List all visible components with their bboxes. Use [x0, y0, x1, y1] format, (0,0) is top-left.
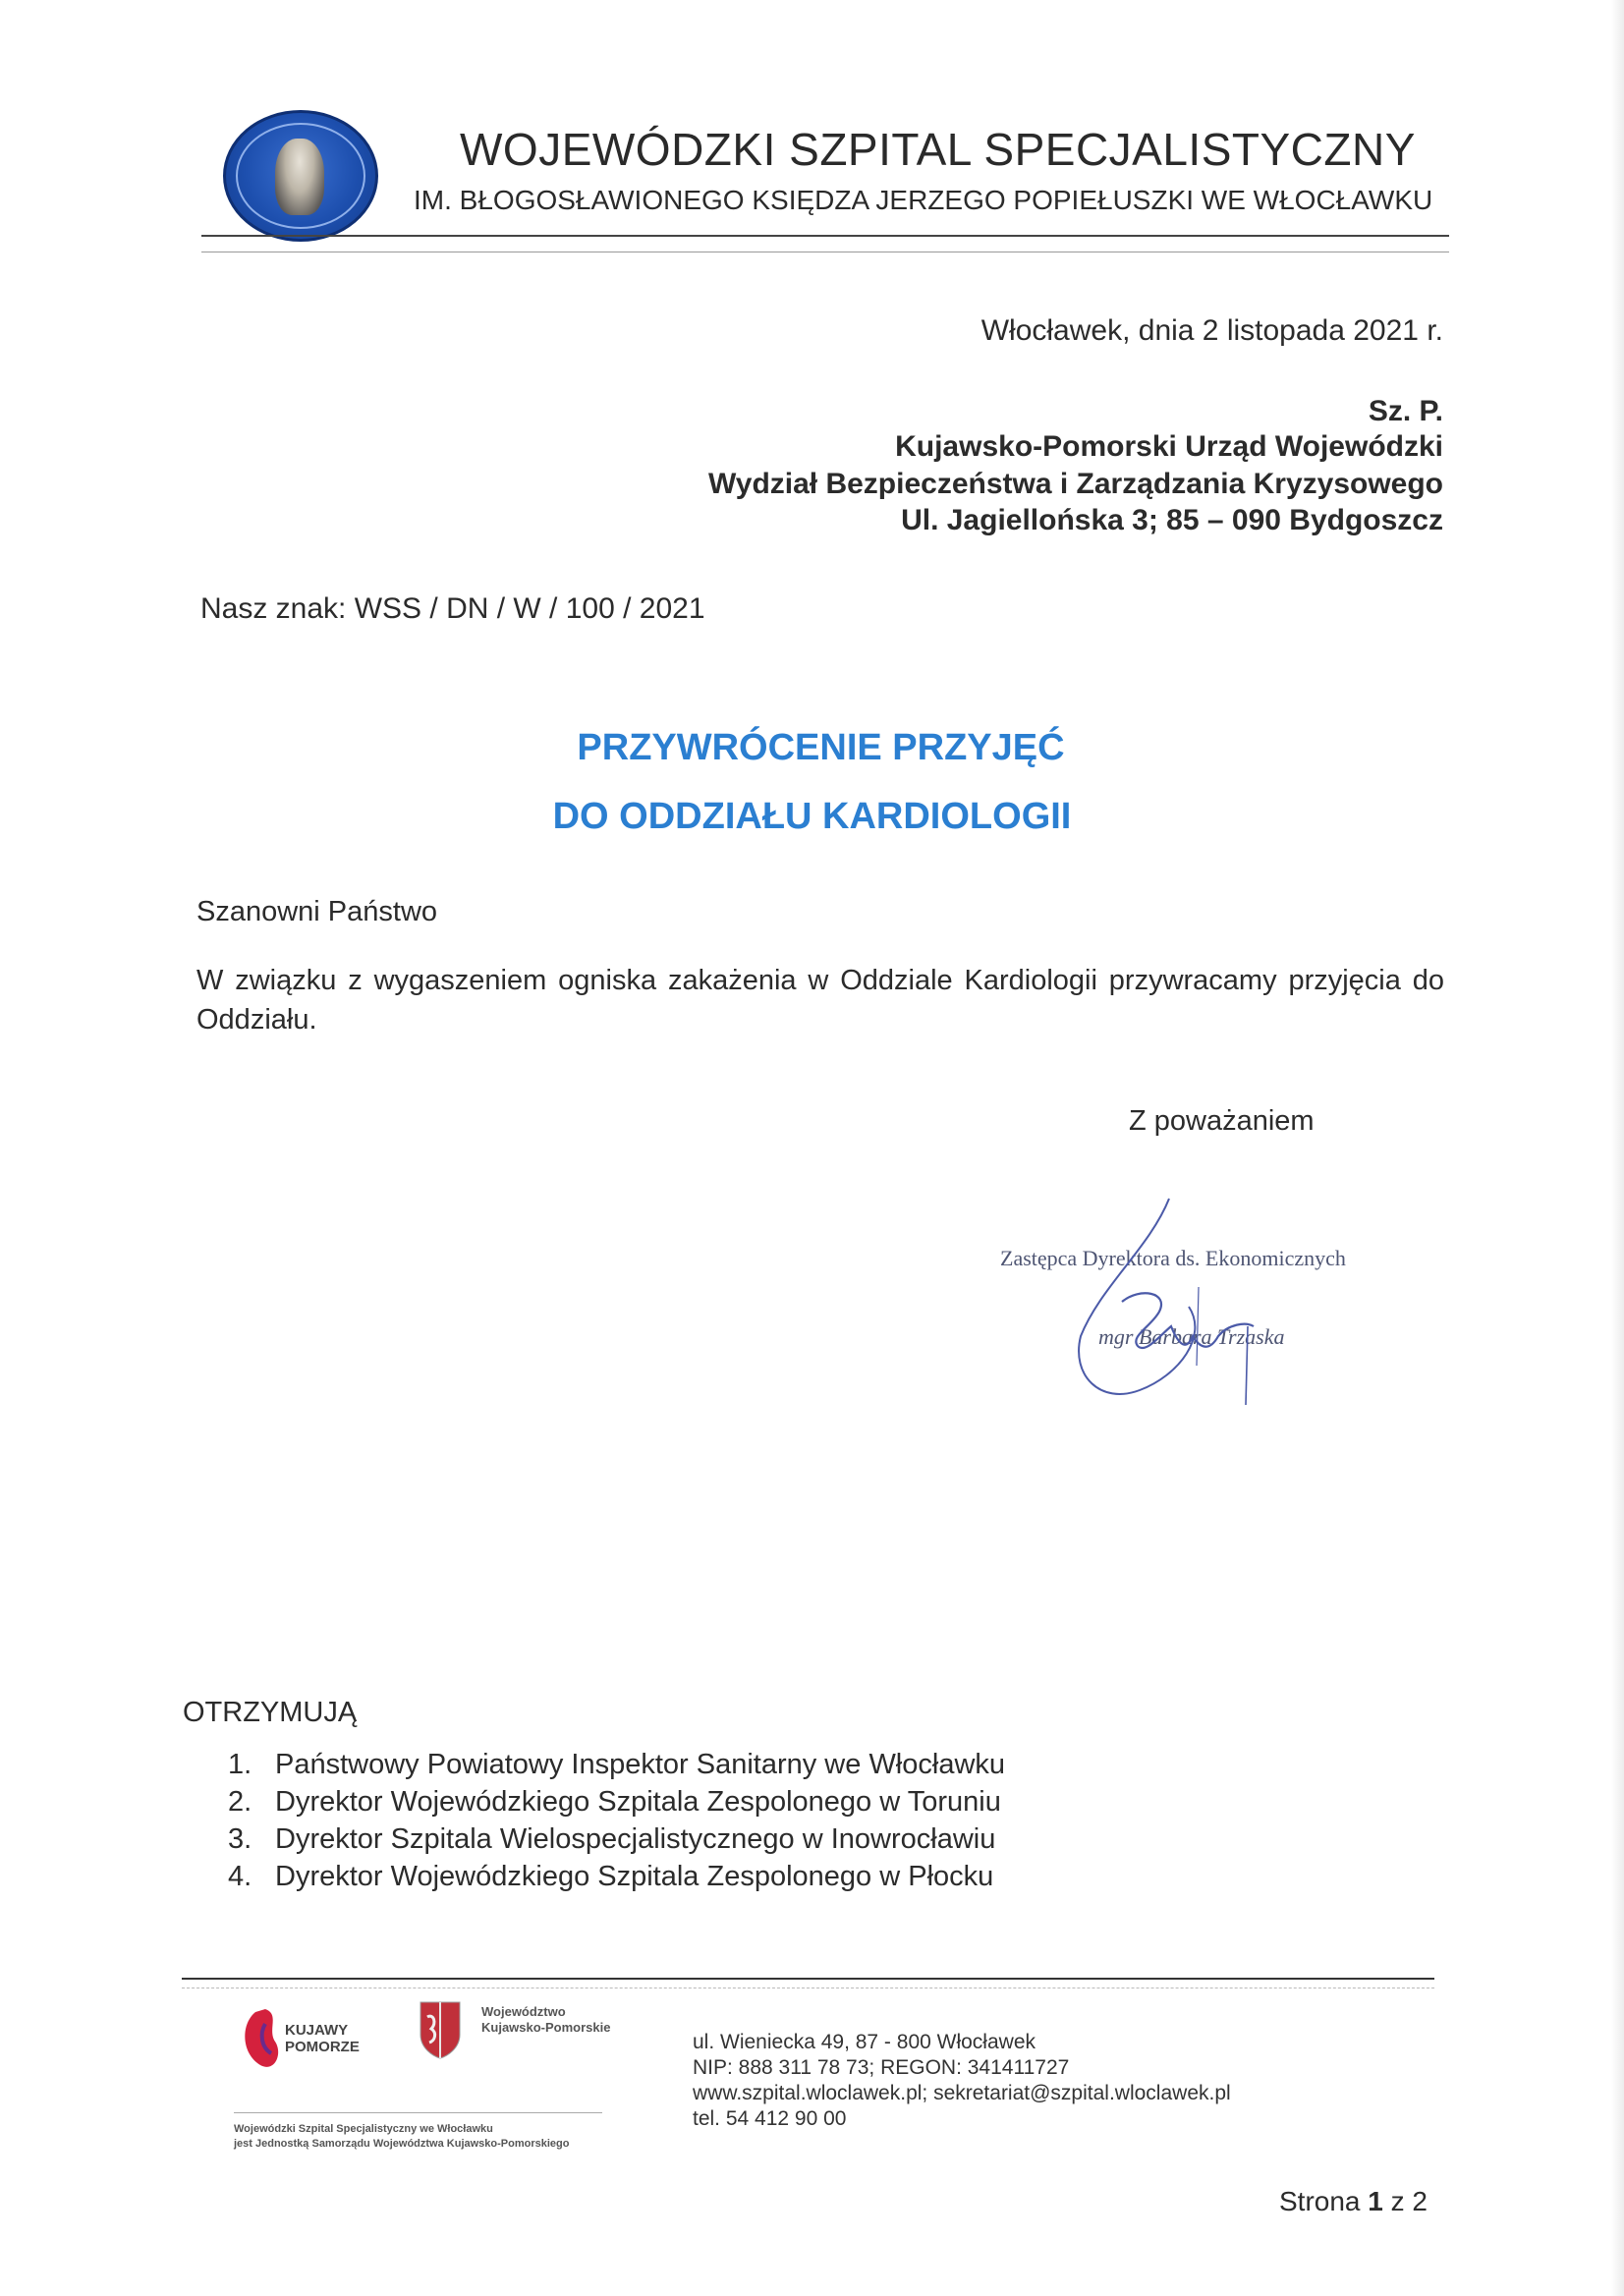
list-item-number: 4.	[228, 1861, 252, 1892]
stamp-name: mgr Barbara Trzaska	[1098, 1324, 1285, 1349]
greeting: Szanowni Państwo	[196, 896, 438, 927]
logo-text-line: POMORZE	[285, 2039, 360, 2055]
hospital-subtitle: IM. BŁOGOSŁAWIONEGO KSIĘDZA JERZEGO POPIEŁUSZKI WE WŁOCŁAWKU	[414, 185, 1433, 215]
wojewodztwo-logo-text	[481, 2004, 611, 2036]
list-item	[228, 1749, 1005, 1786]
contact-tax-ids: NIP: 888 311 78 73; REGON: 341411727	[693, 2056, 1070, 2079]
footer-note-line: jest Jednostką Samorządu Województwa Kujawsko-Pomorskiego	[234, 2138, 570, 2150]
recipients-title: OTRZYMUJĄ	[183, 1697, 358, 1728]
logo-text-line: KUJAWY	[285, 2022, 349, 2039]
list-item-number: 1.	[228, 1749, 252, 1780]
hospital-name: WOJEWÓDZKI SZPITAL SPECJALISTYCZNY	[460, 124, 1416, 175]
footer-note	[234, 2122, 569, 2152]
addressee-line: Ul. Jagiellońska 3; 85 – 090 Bydgoszcz	[901, 504, 1443, 536]
contact-web-email: www.szpital.wloclawek.pl; sekretariat@szpital.wloclawek.pl	[693, 2082, 1231, 2104]
closing: Z poważaniem	[1129, 1105, 1315, 1137]
coat-of-arms-icon	[418, 1999, 463, 2060]
logo-text-line: Województwo	[481, 2004, 566, 2019]
list-item-text: Państwowy Powiatowy Inspektor Sanitarny we Włocławku	[275, 1749, 1006, 1780]
subject-line-1: PRZYWRÓCENIE PRZYJĘĆ	[577, 727, 1065, 768]
subject-line-2: DO ODDZIAŁU KARDIOLOGII	[552, 796, 1072, 837]
list-item-text: Dyrektor Szpitala Wielospecjalistycznego w Inowrocławiu	[275, 1823, 996, 1855]
contact-phone: tel. 54 412 90 00	[693, 2107, 847, 2130]
footer-divider	[182, 1978, 1434, 1980]
stamp-role: Zastępca Dyrektora ds. Ekonomicznych	[1000, 1246, 1346, 1270]
list-item-number: 2.	[228, 1786, 252, 1818]
reference-number: Nasz znak: WSS / DN / W / 100 / 2021	[200, 592, 705, 625]
list-item	[228, 1861, 1005, 1898]
list-item	[228, 1823, 1005, 1861]
page-total: 2	[1412, 2186, 1428, 2216]
portrait-icon	[275, 139, 324, 215]
letter-date: Włocławek, dnia 2 listopada 2021 r.	[980, 314, 1443, 347]
list-item-number: 3.	[228, 1823, 252, 1855]
list-item	[228, 1786, 1005, 1823]
header-divider	[201, 235, 1449, 237]
page-number	[1279, 2186, 1428, 2217]
addressee-line: Wydział Bezpieczeństwa i Zarządzania Kryzysowego	[707, 468, 1443, 500]
recipients-list	[228, 1749, 1005, 1898]
page-separator: z	[1390, 2186, 1405, 2216]
scan-edge-shadow	[1611, 0, 1624, 2296]
addressee-line: Kujawsko-Pomorski Urząd Wojewódzki	[895, 430, 1443, 463]
page-current: 1	[1368, 2186, 1383, 2216]
footer-note-divider	[234, 2112, 602, 2113]
contact-address: ul. Wieniecka 49, 87 - 800 Włocławek	[693, 2031, 1036, 2053]
addressee-line: Sz. P.	[1368, 395, 1443, 427]
list-item-text: Dyrektor Wojewódzkiego Szpitala Zespolonego w Płocku	[275, 1861, 994, 1892]
handwritten-signature	[1061, 1189, 1287, 1415]
footer-note-line: Wojewódzki Szpital Specjalistyczny we Włocławku	[234, 2123, 493, 2135]
hospital-logo	[223, 110, 378, 242]
letter-body: W związku z wygaszeniem ogniska zakażenia w Oddziale Kardiologii przywracamy przyjęcia do Oddziału.	[196, 965, 1444, 1036]
page-prefix: Strona	[1279, 2186, 1361, 2216]
logo-text-line: Kujawsko-Pomorskie	[481, 2020, 611, 2035]
kujawy-pomorze-logo-text	[285, 2022, 360, 2055]
contact-block	[693, 2030, 1231, 2132]
list-item-text: Dyrektor Wojewódzkiego Szpitala Zespolonego w Toruniu	[275, 1786, 1001, 1818]
